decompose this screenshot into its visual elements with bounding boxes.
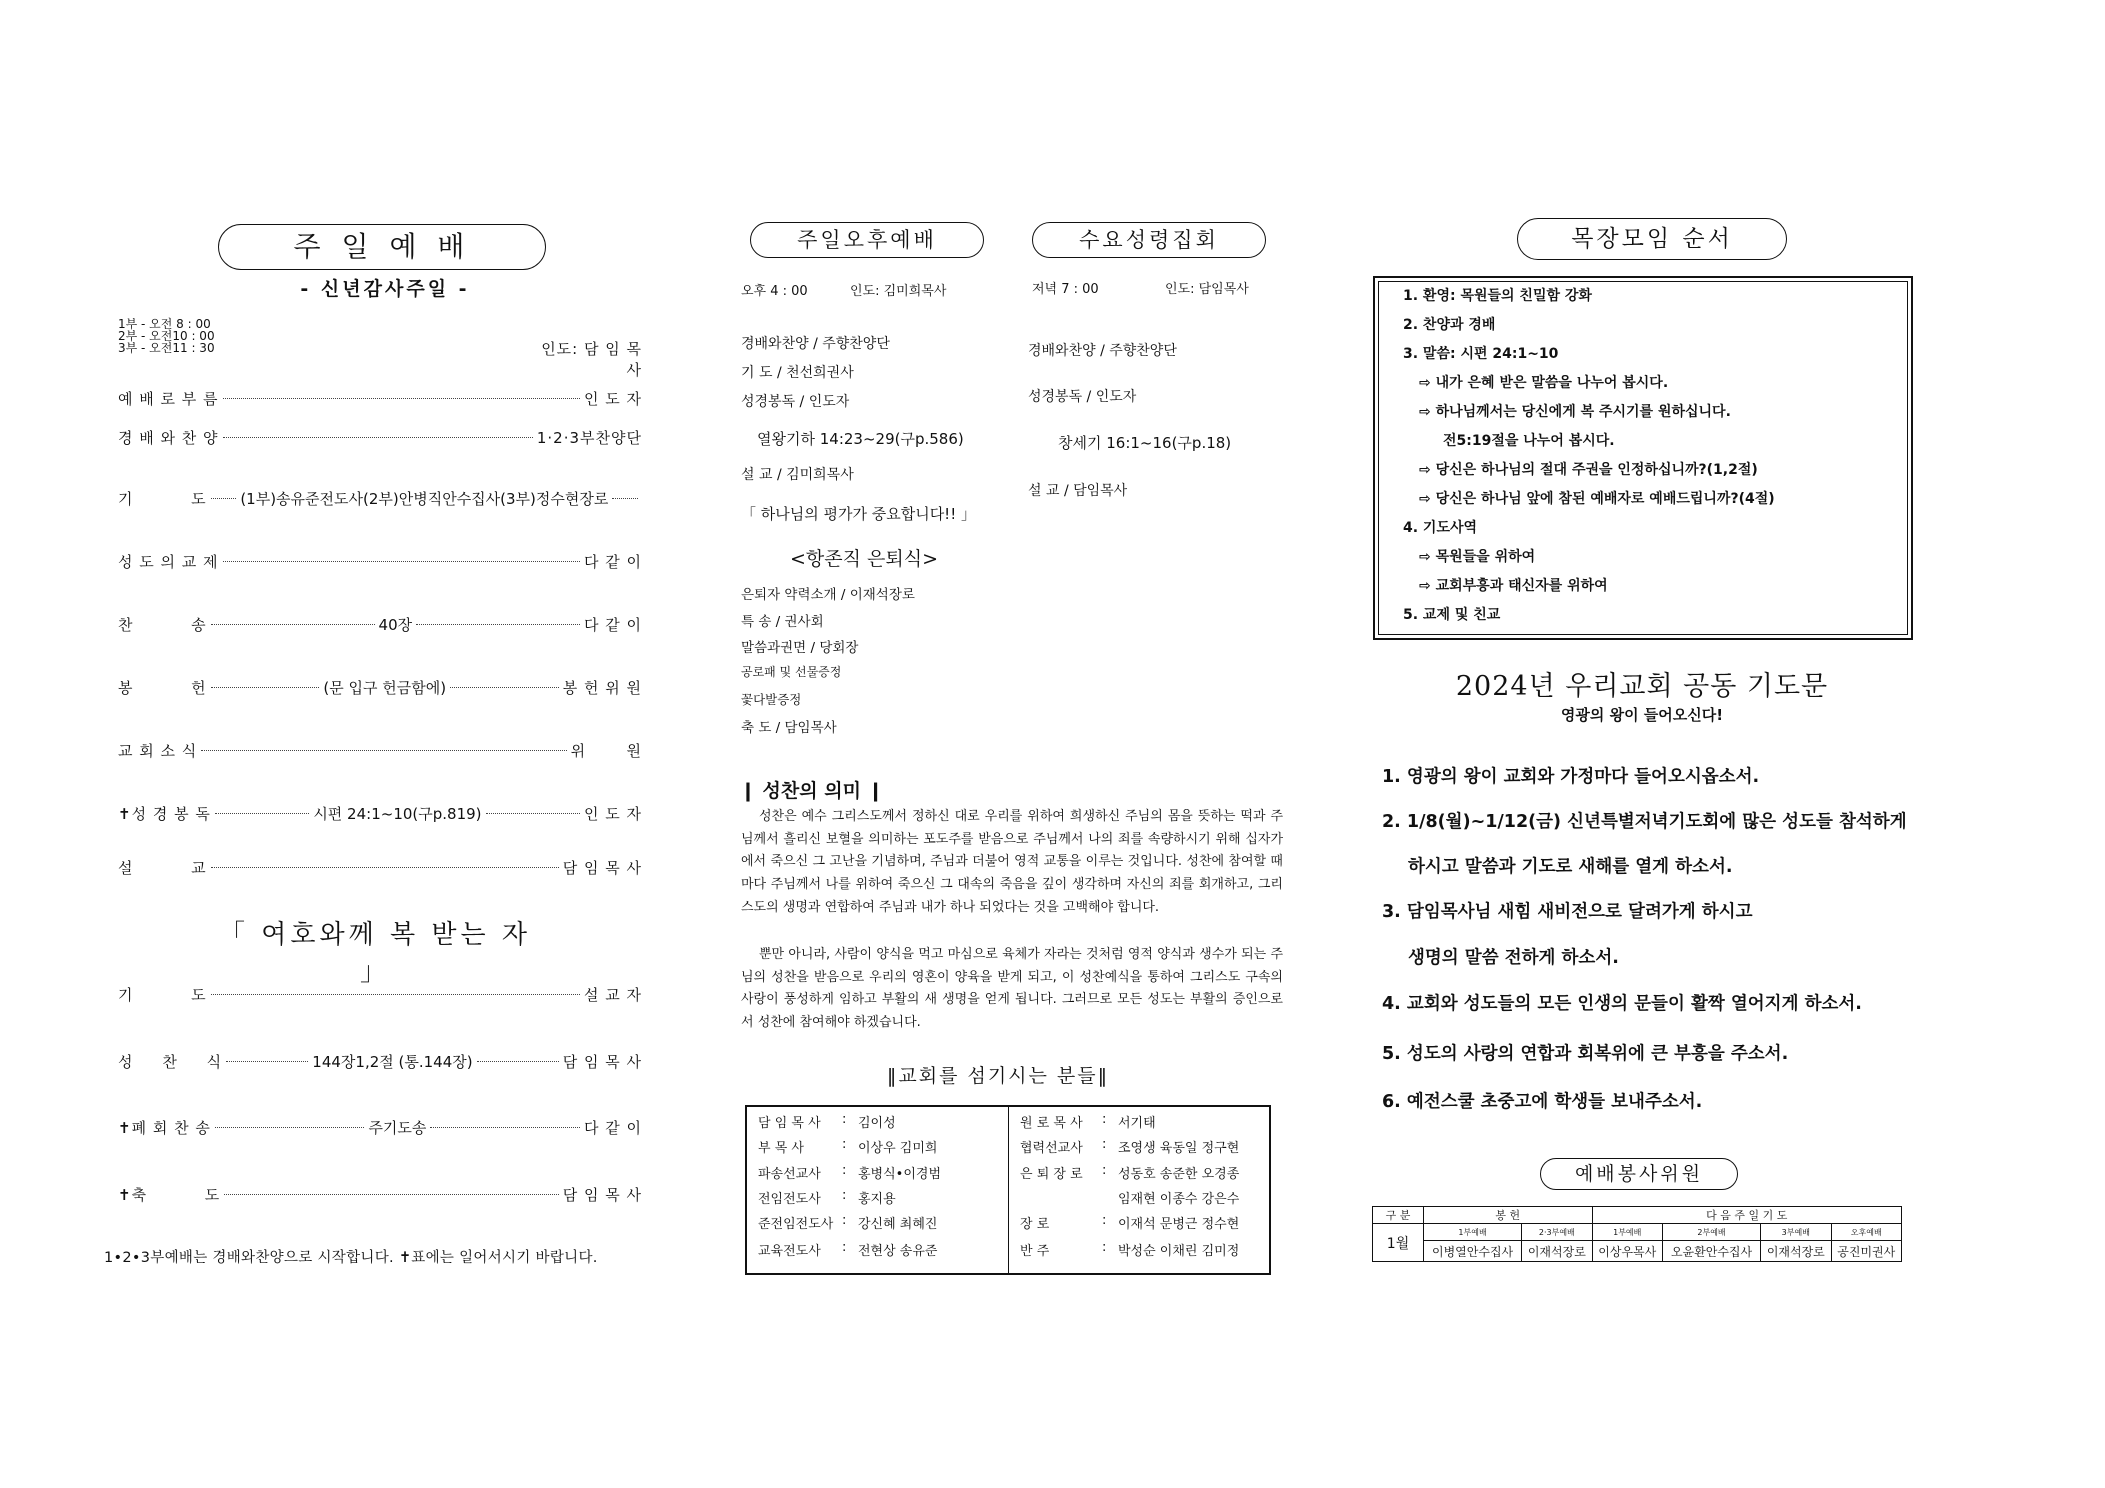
order-label: 교 회 소 식: [118, 741, 198, 760]
order-person: 인 도 자: [583, 389, 642, 408]
staff-name: 성동호 송준한 오경종: [1118, 1167, 1240, 1182]
order-row: [118, 982, 642, 1006]
order-person: 설 교 자: [583, 985, 642, 1004]
prayer-subtitle: 영광의 왕이 들어오신다!: [1560, 706, 1724, 724]
pm-item-prayer: 기 도 / 천선희권사: [741, 365, 854, 381]
cell-meeting-item: ⇨ 목원들을 위하여: [1419, 549, 1536, 565]
leader-dots: [215, 813, 309, 814]
cell-meeting-item: 3. 말씀: 시편 24:1~10: [1403, 346, 1559, 362]
order-person: 봉 헌 위 원: [562, 678, 643, 697]
staff-colon: :: [842, 1112, 847, 1127]
staff-role: 담 임 목 사: [758, 1116, 821, 1131]
leader-dots: [223, 561, 580, 562]
ceremony-item-3: 말씀과권면 / 당회장: [741, 640, 859, 656]
staff-name: 이상우 김미희: [858, 1141, 938, 1156]
leader-dots: [450, 687, 559, 688]
communion-heading: ❙ 성찬의 의미 ❙: [740, 780, 884, 802]
leader-dots: [416, 624, 580, 625]
duty-table: [1372, 1206, 1902, 1262]
prayer-item: 1. 영광의 왕이 교회와 가정마다 들어오시옵소서.: [1382, 767, 1760, 787]
duty-sub-1: 1부예배: [1424, 1224, 1522, 1241]
staff-colon: :: [1102, 1137, 1107, 1152]
communion-paragraph-1: 성찬은 예수 그리스도께서 정하신 대로 우리를 위하여 희생하신 주님의 몸을 뜻하는 떡과 주님께서 흘리신 보혈을 의미하는 포도주를 받음으로 주님께서 나의 죄를 속량하시기 위해 십자가에서 죽으신 그 고난을 기념하며, 주님과 더불어 영적 교통을 이루는 것입니다. 성찬에 참여할 때마다 주님께서 나를 위하여 죽으신 그 대속의 죽음을 깊이 생각하며 자신의 죄를 회개하고, 그리스도의 생명과 연합하여 주님과 내가 하나 되었다는 것을 고백해야 합니다.: [741, 809, 1283, 915]
cell-meeting-item: ⇨ 당신은 하나님의 절대 주권을 인정하십니까?(1,2절): [1419, 462, 1758, 478]
prayer-item: 4. 교회와 성도들의 모든 인생의 문들이 활짝 열어지게 하소서.: [1382, 994, 1862, 1014]
time-3: 3부 - 오전11 : 30: [118, 341, 215, 355]
order-label: 성 도 의 교 제: [118, 552, 219, 571]
order-label: ✝성 경 봉 독: [118, 804, 211, 823]
staff-role: 장 로: [1020, 1217, 1050, 1232]
ceremony-item-2: 특 송 / 권사회: [741, 614, 824, 630]
order-detail: (1부)송유준전도사(2부)안병직안수집사(3부)정수현장로: [240, 489, 609, 508]
duty-value-2: 이재석장로: [1522, 1241, 1592, 1262]
order-person: 담 임 목 사: [562, 1052, 642, 1071]
cell-meeting-item: ⇨ 교회부흥과 태신자를 위하여: [1419, 578, 1608, 594]
leader-dots: [211, 994, 580, 995]
order-row: [118, 386, 642, 410]
duty-sub-3: 1부예배: [1592, 1224, 1662, 1241]
wed-item-sermon: 설 교 / 담임목사: [1028, 483, 1128, 499]
leader-dots: [201, 750, 566, 751]
cell-meeting-title: 목장모임 순서: [1517, 218, 1787, 260]
service-subtitle: - 신년감사주일 -: [300, 278, 470, 300]
order-detail: 144장1,2절 (통.144장): [312, 1052, 473, 1071]
order-person: 다 같 이: [584, 615, 643, 634]
time-2: 2부 - 오전10 : 00: [118, 329, 215, 343]
leader-dots: [215, 1127, 365, 1128]
staff-name: 이재석 문병근 정수현: [1118, 1217, 1240, 1232]
order-row: [118, 612, 642, 636]
cell-meeting-item: ⇨ 하나님께서는 당신에게 복 주시기를 원하십니다.: [1419, 404, 1731, 420]
staff-name: 임재현 이종수 강은수: [1118, 1192, 1240, 1207]
staff-role: 은 퇴 장 로: [1020, 1167, 1083, 1182]
duty-header-gubun: 구 분: [1373, 1207, 1424, 1224]
ceremony-title: <항존직 은퇴식>: [790, 548, 939, 570]
duty-sub-5: 3부예배: [1761, 1224, 1831, 1241]
duty-header-offering: 봉 헌: [1424, 1207, 1593, 1224]
order-label: 기 도: [118, 985, 207, 1004]
staff-role: 원 로 목 사: [1020, 1116, 1083, 1131]
order-label: 찬 송: [118, 615, 207, 634]
leader-dots: [477, 1061, 559, 1062]
leader-dots: [226, 1061, 308, 1062]
staff-title: ‖교회를 섬기시는 분들‖: [886, 1065, 1110, 1087]
ceremony-item-1: 은퇴자 약력소개 / 이재석장로: [741, 587, 915, 603]
order-person: 담 임 목 사: [562, 858, 642, 877]
staff-role: 준전임전도사: [758, 1217, 834, 1232]
staff-name: 강신혜 최혜진: [858, 1217, 938, 1232]
staff-colon: :: [842, 1188, 847, 1203]
staff-name: 홍병식•이경범: [858, 1167, 942, 1182]
leader-dots: [223, 437, 533, 438]
order-detail: (문 입구 헌금함에): [323, 678, 447, 697]
staff-name: 김이성: [858, 1116, 896, 1131]
staff-name: 서기태: [1118, 1116, 1156, 1131]
order-label: ✝축 도: [118, 1185, 221, 1204]
staff-colon: :: [1102, 1163, 1107, 1178]
leader-dots: [223, 398, 580, 399]
order-person: 위 원: [570, 741, 642, 760]
order-label: 예 배 로 부 름: [118, 389, 219, 408]
cell-meeting-item: 2. 찬양과 경배: [1403, 317, 1496, 333]
staff-colon: :: [842, 1163, 847, 1178]
cell-meeting-item: 5. 교제 및 친교: [1403, 607, 1501, 623]
staff-name: 전현상 송유준: [858, 1244, 938, 1259]
prayer-item: 2. 1/8(월)~1/12(금) 신년특별저녁기도회에 많은 성도들 참석하게: [1382, 812, 1907, 832]
cell-meeting-item: 4. 기도사역: [1403, 520, 1478, 536]
pm-item-sermon: 설 교 / 김미희목사: [741, 467, 854, 483]
cell-meeting-item: 전5:19절을 나누어 봅시다.: [1443, 433, 1615, 449]
staff-colon: :: [1102, 1213, 1107, 1228]
order-row: [118, 425, 642, 449]
order-label: 설 교: [118, 858, 207, 877]
main-service-title: 주 일 예 배: [218, 224, 546, 270]
order-person: 다 같 이: [584, 1118, 643, 1137]
staff-role: 전임전도사: [758, 1192, 821, 1207]
prayer-title: 2024년 우리교회 공동 기도문: [1455, 671, 1829, 702]
order-label: 기 도: [118, 489, 207, 508]
pm-sermon-title: 「 하나님의 평가가 중요합니다!! 」: [741, 505, 976, 523]
wednesday-service-title: 수요성령집회: [1032, 222, 1266, 258]
sermon-title: 「 여호와께 복 받는 자 」: [219, 920, 531, 987]
staff-role: 교육전도사: [758, 1244, 821, 1259]
prayer-item: 3. 담임목사님 새힘 새비전으로 달려가게 하시고: [1382, 902, 1753, 922]
afternoon-service-title: 주일오후예배: [750, 222, 984, 258]
duty-sub-4: 2부예배: [1662, 1224, 1760, 1241]
order-row: [118, 855, 642, 879]
order-label: 성 찬 식: [118, 1052, 223, 1071]
prayer-item: 6. 예전스쿨 초중고에 학생들 보내주소서.: [1382, 1092, 1703, 1112]
order-detail: 시편 24:1~10(구p.819): [313, 804, 482, 823]
staff-colon: :: [842, 1240, 847, 1255]
ceremony-item-4: 공로패 및 선물증정: [741, 665, 842, 679]
wed-item-praise: 경배와찬양 / 주향찬양단: [1028, 343, 1177, 359]
order-row: [118, 738, 642, 762]
staff-name: 홍지용: [858, 1192, 896, 1207]
order-detail: 주기도송: [368, 1118, 427, 1137]
staff-colon: :: [1102, 1112, 1107, 1127]
order-person: 인 도 자: [583, 804, 642, 823]
duty-sub-6: 오후예배: [1831, 1224, 1901, 1241]
pm-item-reading: 성경봉독 / 인도자: [741, 394, 850, 410]
duty-title: 예배봉사위원: [1540, 1158, 1738, 1190]
ceremony-item-5: 꽃다발증정: [741, 692, 802, 707]
service-times: [118, 318, 215, 354]
order-label: ✝폐 회 찬 송: [118, 1118, 211, 1137]
staff-role: 부 목 사: [758, 1141, 804, 1156]
service-leader: 인도: 담 임 목 사: [541, 340, 642, 379]
leader-dots: [211, 498, 237, 499]
footnote: 1•2•3부예배는 경배와찬양으로 시작합니다. ✝표에는 일어서시기 바랍니다.: [104, 1250, 598, 1266]
order-row: [118, 675, 642, 699]
leader-dots: [211, 687, 320, 688]
staff-colon: :: [842, 1137, 847, 1152]
leader-dots: [211, 624, 375, 625]
order-row: [118, 1182, 642, 1206]
order-label: 경 배 와 찬 양: [118, 428, 219, 447]
prayer-item: 하시고 말씀과 기도로 새해를 열게 하소서.: [1408, 857, 1733, 877]
wed-item-reading: 성경봉독 / 인도자: [1028, 389, 1137, 405]
duty-value-3: 이상우목사: [1592, 1241, 1662, 1262]
leader-dots: [224, 1194, 559, 1195]
cell-meeting-item: ⇨ 당신은 하나님 앞에 참된 예배자로 예배드립니까?(4절): [1419, 491, 1775, 507]
duty-value-4: 오윤환안수집사: [1662, 1241, 1760, 1262]
pm-time: 오후 4 : 00: [741, 284, 808, 299]
order-label: 봉 헌: [118, 678, 207, 697]
cell-meeting-item: ⇨ 내가 은혜 받은 말씀을 나누어 봅시다.: [1419, 375, 1669, 391]
order-row: [118, 1115, 642, 1139]
order-person: 다 같 이: [583, 552, 642, 571]
time-1: 1부 - 오전 8 : 00: [118, 317, 211, 331]
order-row: [118, 486, 642, 510]
prayer-item: 생명의 말씀 전하게 하소서.: [1408, 948, 1619, 968]
duty-value-1: 이병열안수집사: [1424, 1241, 1522, 1262]
prayer-item: 5. 성도의 사랑의 연합과 회복위에 큰 부흥을 주소서.: [1382, 1044, 1789, 1064]
order-row: [118, 549, 642, 573]
pm-item-praise: 경배와찬양 / 주향찬양단: [741, 336, 890, 352]
cell-meeting-item: 1. 환영: 목원들의 친밀함 강화: [1403, 288, 1592, 304]
duty-sub-2: 2·3부예배: [1522, 1224, 1592, 1241]
duty-value-6: 공진미권사: [1831, 1241, 1901, 1262]
staff-role: 파송선교사: [758, 1167, 821, 1182]
leader-dots: [486, 813, 580, 814]
staff-role: 반 주: [1020, 1244, 1050, 1259]
staff-divider: [1008, 1107, 1009, 1273]
duty-value-5: 이재석장로: [1761, 1241, 1831, 1262]
order-row: [118, 1049, 642, 1073]
staff-role: 협력선교사: [1020, 1141, 1083, 1156]
order-row: [118, 801, 642, 825]
order-person: 담 임 목 사: [562, 1185, 642, 1204]
order-person: 1·2·3부찬양단: [536, 428, 642, 447]
ceremony-item-6: 축 도 / 담임목사: [741, 720, 837, 736]
order-detail: 40장: [378, 615, 413, 634]
pm-leader: 인도: 김미희목사: [850, 284, 947, 299]
communion-title: 성찬의 의미: [762, 780, 861, 802]
staff-colon: :: [842, 1213, 847, 1228]
leader-dots: [430, 1127, 580, 1128]
communion-paragraph-2: 뿐만 아니라, 사람이 양식을 먹고 마심으로 육체가 자라는 것처럼 영적 양식과 생수가 되는 주님의 성찬을 받음으로 우리의 영혼이 양육을 받게 되고, 이 성찬예식을 통하여 그리스도 구속의 사랑이 풍성하게 임하고 부활의 새 생명을 얻게 됩니다. 그러므로 모든 성도는 부활의 증인으로서 성찬에 참여해야 하겠습니다.: [741, 947, 1283, 1031]
pm-item-passage: 열왕기하 14:23~29(구p.586): [757, 430, 964, 448]
leader-dots: [612, 498, 638, 499]
duty-month: 1월: [1373, 1224, 1424, 1262]
wed-item-passage: 창세기 16:1~16(구p.18): [1058, 434, 1232, 452]
wed-leader: 인도: 담임목사: [1165, 282, 1249, 297]
wed-time: 저녁 7 : 00: [1032, 282, 1099, 297]
staff-name: 조영생 육동일 정구현: [1118, 1141, 1240, 1156]
leader-dots: [211, 867, 559, 868]
duty-header-next-prayer: 다 음 주 일 기 도: [1592, 1207, 1901, 1224]
staff-colon: :: [1102, 1240, 1107, 1255]
staff-name: 박성순 이채린 김미정: [1118, 1244, 1240, 1259]
